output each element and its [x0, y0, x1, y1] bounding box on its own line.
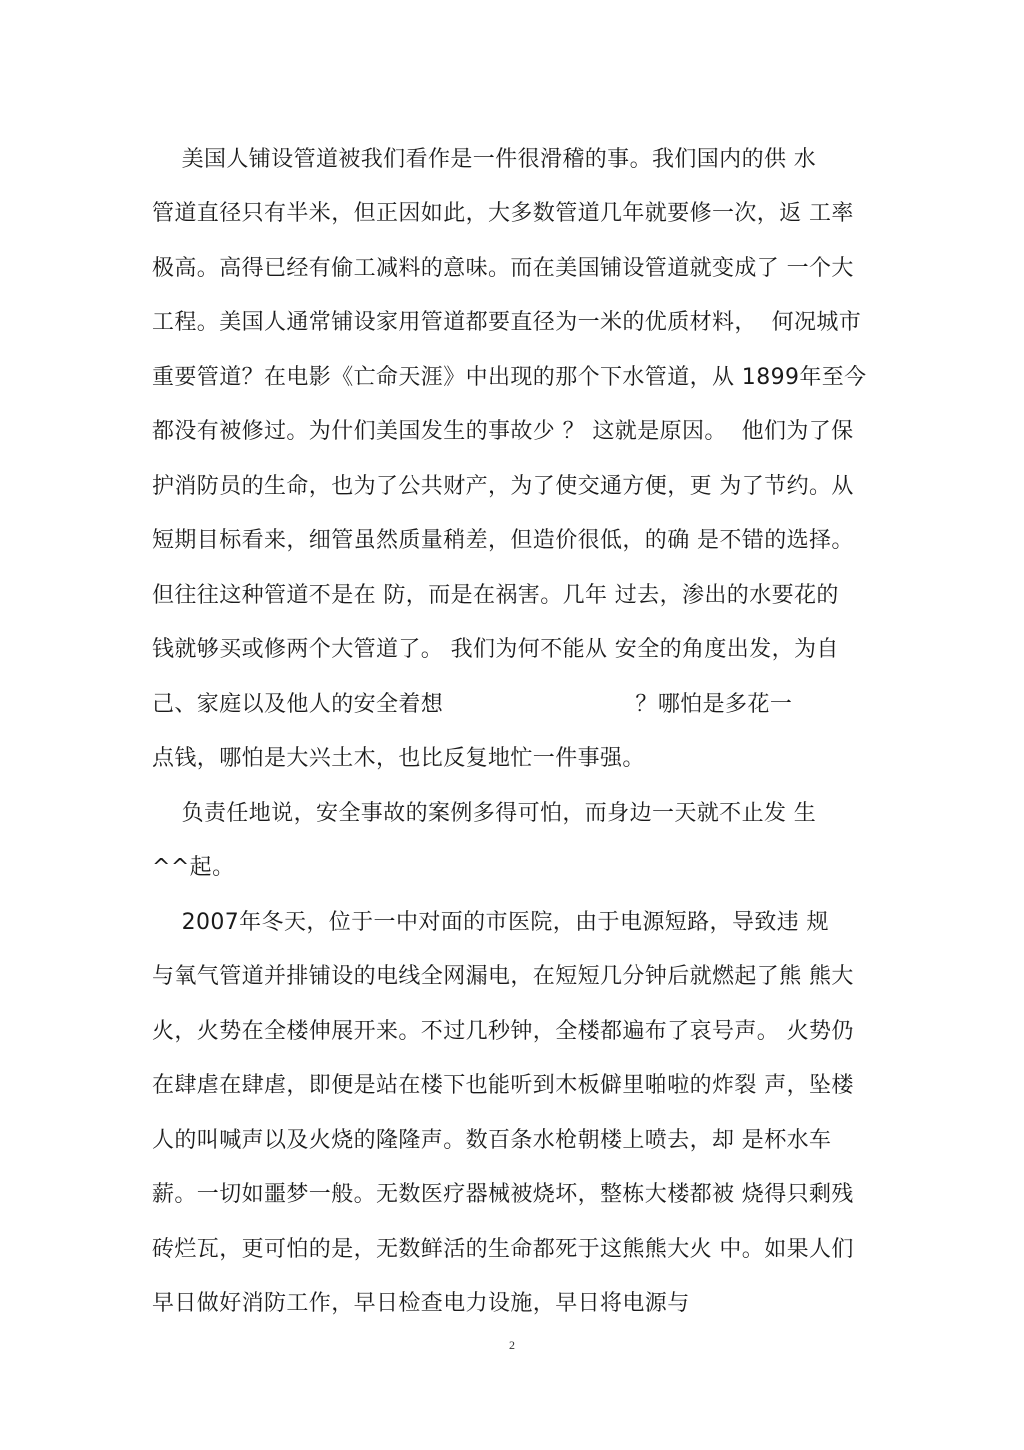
text-line: 人的叫喊声以及火烧的隆隆声。数百条水枪朝楼上喷去，却 是杯水车	[152, 1128, 832, 1153]
text-line: 早日做好消防工作，早日检查电力设施，早日将电源与	[152, 1291, 690, 1316]
text-line: 管道直径只有半米，但正因如此，大多数管道几年就要修一次，返 工率	[152, 201, 854, 226]
text-line: 砖烂瓦，更可怕的是，无数鲜活的生命都死于这熊熊大火 中。如果人们	[152, 1237, 854, 1262]
text-line: 点钱，哪怕是大兴土木，也比反复地忙一件事强。	[152, 746, 645, 771]
text-line: 薪。一切如噩梦一般。无数医疗器械被烧坏，整栋大楼都被 烧得只剩残	[152, 1182, 854, 1207]
text-line: 都没有被修过。为什们美国发生的事故少 ？ 这就是原因。 他们为了保	[152, 419, 854, 444]
text-line: 工程。美国人通常铺设家用管道都要直径为一米的优质材料， 何况城市	[152, 310, 862, 335]
text-line: 短期目标看来，细管虽然质量稍差，但造价很低，的确 是不错的选择。	[152, 528, 854, 553]
text-line: 但往往这种管道不是在 防，而是在祸害。几年 过去，渗出的水要花的	[152, 583, 839, 608]
text-line: 极高。高得已经有偷工减料的意味。而在美国铺设管道就变成了 一个大	[152, 256, 854, 281]
text-line: 与氧气管道并排铺设的电线全网漏电，在短短几分钟后就燃起了熊 熊大	[152, 964, 854, 989]
text-line: 美国人铺设管道被我们看作是一件很滑稽的事。我们国内的供 水	[152, 147, 817, 172]
text-line: 在肆虐在肆虐，即便是站在楼下也能听到木板僻里啪啦的炸裂 声，坠楼	[152, 1073, 854, 1098]
text-line: ^^起。	[152, 855, 235, 880]
text-line: 火，火势在全楼伸展开来。不过几秒钟，全楼都遍布了哀号声。 火势仍	[152, 1019, 854, 1044]
text-line: 负责任地说，安全事故的案例多得可怕，而身边一天就不止发 生	[152, 801, 817, 826]
text-line: 2007年冬天，位于一中对面的市医院，由于电源短路，导致违 规	[152, 910, 829, 935]
page-number: 2	[509, 1338, 515, 1352]
text-line: 护消防员的生命，也为了公共财产，为了使交通方便，更 为了节约。从	[152, 474, 854, 499]
text-line: 重要管道？在电影《亡命天涯》中出现的那个下水管道，从 1899年至今	[152, 365, 867, 390]
text-line: 钱就够买或修两个大管道了。 我们为何不能从 安全的角度出发，为自	[152, 637, 839, 662]
text-line: 己、家庭以及他人的安全着想 ？哪怕是多花一	[152, 692, 793, 717]
